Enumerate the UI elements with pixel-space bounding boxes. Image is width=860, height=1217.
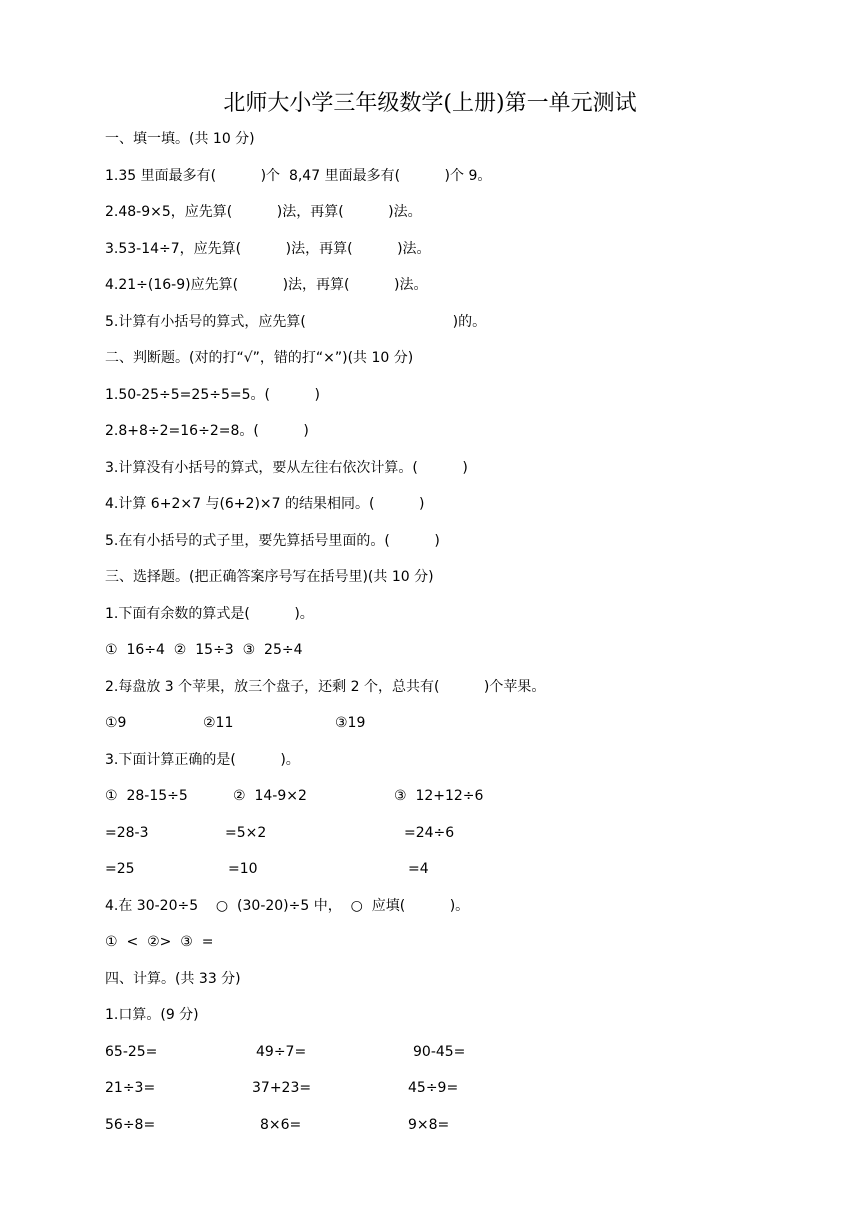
section1-item-4: 4.21÷(16-9)应先算( )法，再算( )法。 bbox=[105, 277, 428, 293]
section2-item-2: 2.8+8÷2=16÷2=8。( ) bbox=[105, 423, 309, 439]
section3-question-2-option-2: ②11 bbox=[203, 715, 234, 731]
section3-question-2-option-3: ③19 bbox=[335, 715, 366, 731]
section3-question-1: 1.下面有余数的算式是( )。 bbox=[105, 606, 314, 622]
section3-question-4-options: ① < ②> ③ = bbox=[105, 934, 214, 950]
section2-heading: 二、判断题。(对的打“√”，错的打“×”)(共 10 分) bbox=[105, 350, 414, 366]
oral-problem: 56÷8= bbox=[105, 1117, 156, 1133]
section3-question-3-option-1: ① 28-15÷5 bbox=[105, 788, 188, 804]
section3-question-1-options: ① 16÷4 ② 15÷3 ③ 25÷4 bbox=[105, 642, 303, 658]
section3-question-3-result: =25 bbox=[105, 861, 135, 877]
section1-item-2: 2.48-9×5，应先算( )法，再算( )法。 bbox=[105, 204, 422, 220]
page-title: 北师大小学三年级数学(上册)第一单元测试 bbox=[223, 91, 637, 116]
section1-item-5: 5.计算有小括号的算式，应先算( )的。 bbox=[105, 314, 487, 330]
section2-item-3: 3.计算没有小括号的算式，要从左往右依次计算。( ) bbox=[105, 460, 468, 476]
section3-question-2: 2.每盘放 3 个苹果，放三个盘子，还剩 2 个，总共有( )个苹果。 bbox=[105, 679, 546, 695]
section3-heading: 三、选择题。(把正确答案序号写在括号里)(共 10 分) bbox=[105, 569, 434, 585]
section3-question-3-result: =4 bbox=[408, 861, 429, 877]
section3-question-3: 3.下面计算正确的是( )。 bbox=[105, 752, 300, 768]
section4-subheading-oral: 1.口算。(9 分) bbox=[105, 1007, 199, 1023]
section1-item-3: 3.53-14÷7，应先算( )法，再算( )法。 bbox=[105, 241, 431, 257]
section3-question-3-option-3: ③ 12+12÷6 bbox=[394, 788, 484, 804]
section3-question-4: 4.在 30-20÷5 ○ (30-20)÷5 中， ○ 应填( )。 bbox=[105, 898, 470, 914]
section3-question-3-result: =10 bbox=[228, 861, 258, 877]
section2-item-1: 1.50-25÷5=25÷5=5。( ) bbox=[105, 387, 320, 403]
oral-problem: 45÷9= bbox=[408, 1080, 459, 1096]
section3-question-3-step: =5×2 bbox=[225, 825, 267, 841]
section4-heading: 四、计算。(共 33 分) bbox=[105, 971, 241, 987]
oral-problem: 90-45= bbox=[413, 1044, 466, 1060]
section3-question-3-step: =28-3 bbox=[105, 825, 149, 841]
oral-problem: 65-25= bbox=[105, 1044, 158, 1060]
section3-question-3-option-2: ② 14-9×2 bbox=[233, 788, 307, 804]
oral-problem: 49÷7= bbox=[256, 1044, 307, 1060]
section1-item-1: 1.35 里面最多有( )个 8,47 里面最多有( )个 9。 bbox=[105, 168, 492, 184]
oral-problem: 9×8= bbox=[408, 1117, 450, 1133]
section2-item-4: 4.计算 6+2×7 与(6+2)×7 的结果相同。( ) bbox=[105, 496, 425, 512]
oral-problem: 8×6= bbox=[260, 1117, 302, 1133]
oral-problem: 37+23= bbox=[252, 1080, 312, 1096]
section3-question-2-option-1: ①9 bbox=[105, 715, 127, 731]
section2-item-5: 5.在有小括号的式子里，要先算括号里面的。( ) bbox=[105, 533, 440, 549]
section1-heading: 一、填一填。(共 10 分) bbox=[105, 131, 255, 147]
section3-question-3-step: =24÷6 bbox=[404, 825, 455, 841]
oral-problem: 21÷3= bbox=[105, 1080, 156, 1096]
